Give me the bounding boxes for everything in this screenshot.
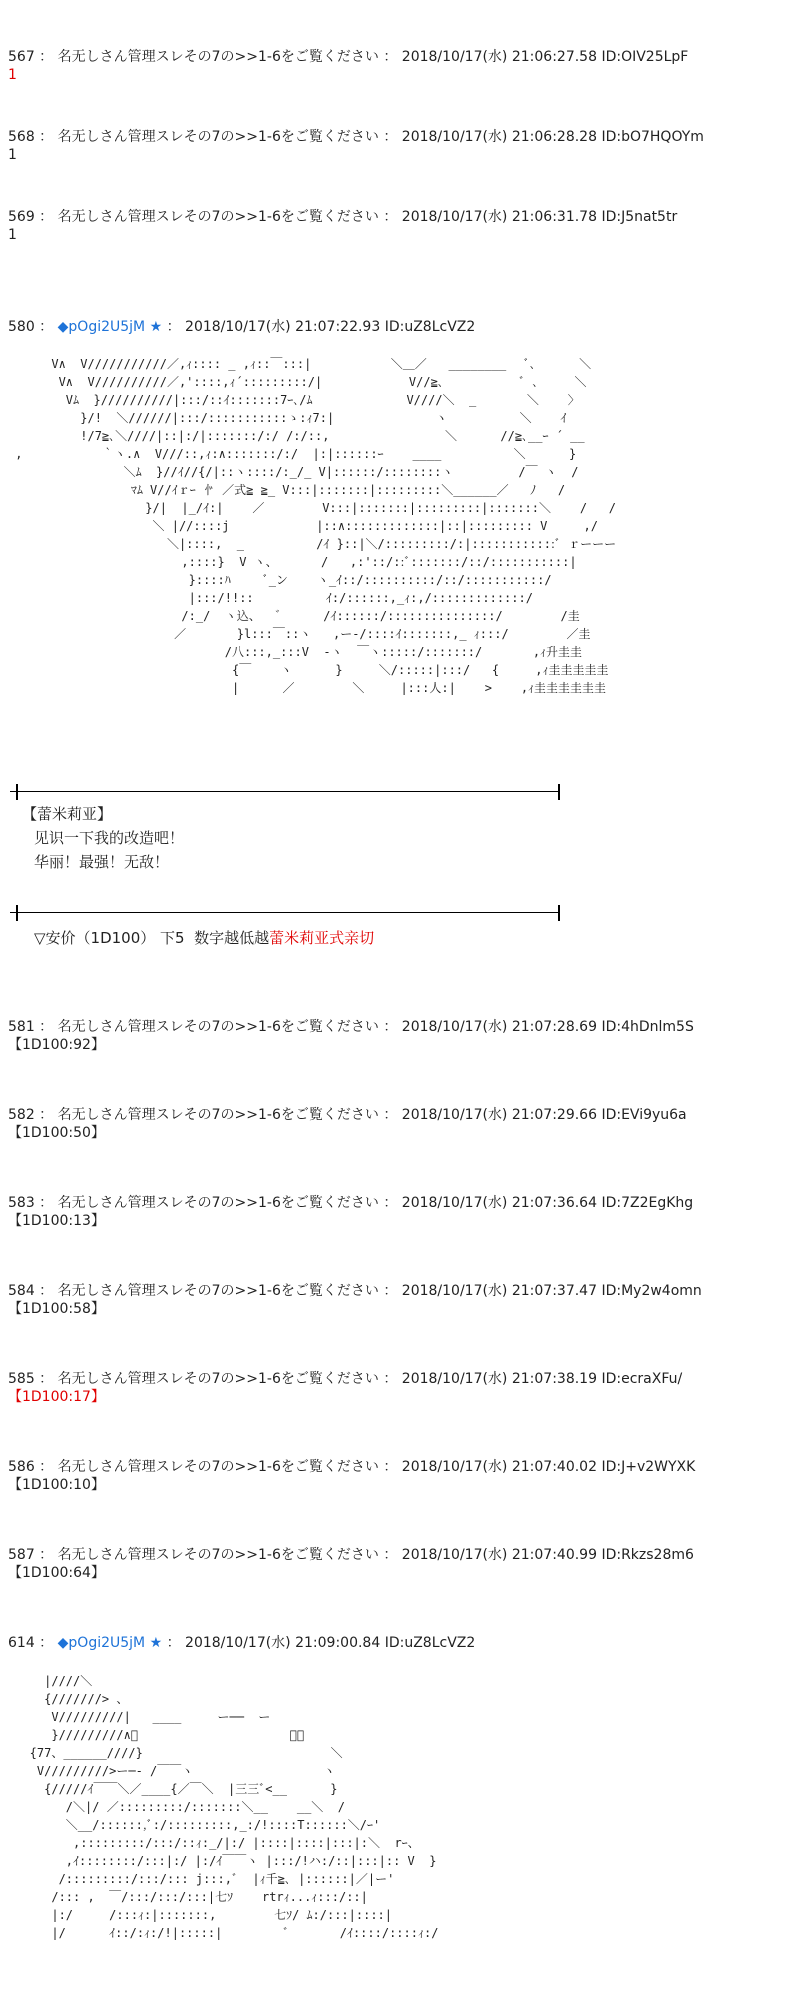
- post-body: 1: [8, 147, 17, 163]
- divider: [10, 912, 560, 913]
- post-header: 582 ： 名无しさん管理スレその7の>>1-6をご覧ください ： 2018/10/17(水) 21:07:29.66 ID:EVi9yu6a: [8, 1107, 687, 1123]
- post-586: [8, 1458, 792, 1494]
- dialogue-line: 华丽！最强！无敌！: [34, 853, 170, 871]
- ascii-art-character: |////＼ {///////> 、 V/////////| ____ ー── ー }/////////∧ﾞ ｰ、 {77、______////} ＼ V/////////>ー─- /￣￣ヽ ヽ {/////ｲ￣￣＼／____{／￣＼ |三三ﾞ<__ } /＼|/ ／:::::::::/:::::::＼__ __＼ / ＼__/::::::,ﾞ:/:::::::::,_:/!::::T::::::＼/ｰ' ,:::::::::/:::/::ｨ:_/|:/ |::::|::::|:::|:＼ rｰ、 ,ｲ::::::::/:::|:/ |:/ｲ￣￣ヽ |:::/!ハ:/::|:::|:: V } /:::::::::/:::/::: j:::,ﾞ |ｨ千≧､ |::::::|／|ー' /::: , ￣/:::/:::/:::|七ｿ rtrｨ...ｨ:::/::| |:/ /:::ｨ:|:::::::, 七ｿ/ ﾑ:/:::|::::| |/ ｲ::/:ｨ:/!|:::::| ﾞ /ｲ::::/::::ｨ:/: [29, 1674, 439, 1940]
- divider-tick: [558, 784, 560, 800]
- divider-tick: [558, 905, 560, 921]
- vote-prompt: ▽安价（1D100） 下5 数字越低越蕾米莉亚式亲切: [34, 929, 375, 947]
- post-header: 586 ： 名无しさん管理スレその7の>>1-6をご覧ください ： 2018/10/17(水) 21:07:40.02 ID:J+v2WYXK: [8, 1459, 696, 1475]
- post-header: 569 ： 名无しさん管理スレその7の>>1-6をご覧ください ： 2018/10/17(水) 21:06:31.78 ID:J5nat5tr: [8, 209, 678, 225]
- post-584: [8, 1282, 792, 1318]
- post-body: 1: [8, 227, 17, 243]
- post-587: [8, 1546, 792, 1582]
- post-585: [8, 1370, 792, 1406]
- post-581: [8, 1018, 792, 1054]
- speaker-label: 【蕾米莉亚】: [22, 805, 113, 823]
- divider: [10, 791, 560, 792]
- post-header: 585 ： 名无しさん管理スレその7の>>1-6をご覧ください ： 2018/10/17(水) 21:07:38.19 ID:ecraXFu/: [8, 1371, 683, 1387]
- dice-result: 【1D100:50】: [8, 1125, 105, 1141]
- post-header: 567 ： 名无しさん管理スレその7の>>1-6をご覧ください ： 2018/10/17(水) 21:06:27.58 ID:OIV25LpF: [8, 49, 689, 65]
- dice-result: 【1D100:64】: [8, 1565, 105, 1581]
- dice-result: 【1D100:58】: [8, 1301, 105, 1317]
- divider-tick: [16, 905, 18, 921]
- post-header: 587 ： 名无しさん管理スレその7の>>1-6をご覧ください ： 2018/10/17(水) 21:07:40.99 ID:Rkzs28m6: [8, 1547, 694, 1563]
- post-568: [8, 128, 792, 164]
- post-header: 568 ： 名无しさん管理スレその7の>>1-6をご覧ください ： 2018/10/17(水) 21:06:28.28 ID:bO7HQOYm: [8, 129, 704, 145]
- post-header: 584 ： 名无しさん管理スレその7の>>1-6をご覧ください ： 2018/10/17(水) 21:07:37.47 ID:My2w4omn: [8, 1283, 702, 1299]
- dice-result: 【1D100:13】: [8, 1213, 105, 1229]
- post-header: 580 ： ◆pOgi2U5jM ★ ： 2018/10/17(水) 21:07:22.93 ID:uZ8LcVZ2: [8, 319, 476, 335]
- post-body: 1: [8, 67, 17, 83]
- dice-result: 【1D100:10】: [8, 1477, 105, 1493]
- trip-name[interactable]: ◆pOgi2U5jM ★: [57, 1635, 163, 1651]
- post-567: [8, 48, 792, 84]
- post-583: [8, 1194, 792, 1230]
- post-header: 581 ： 名无しさん管理スレその7の>>1-6をご覧ください ： 2018/10/17(水) 21:07:28.69 ID:4hDnlm5S: [8, 1019, 694, 1035]
- ascii-art-remilia: V∧ V///////////／,ｨ:::: _ ,ｨ::￣:::| ＼＿／ ________ ﾞ､ ＼ V∧ V//////////／,'::::,ｨ´:::::::::/| V//≧､ ﾞ ､ ＼ Vﾑ }//////////|:::/::ｲ:::::::7ｰ､/ﾑ V////＼ _ ＼ 〉 }/! ＼//////|:::/:::::::::::ゝ:ｨ7:| ヽ ＼ ｲ !/7≧､＼////|::|:/|:::::::/:/ /:/::, ＼ //≧､__ｰ ´ __ , ｀ヽ.∧ V///::,ｨ:∧:::::::/:/ |:|::::::ｰ ____ ＼ } ＼ﾑ }//ｲ//{/|::ヽ::::/:_/_ V|::::::/::::::::ヽ /￣ ヽ / ﾏﾑ V//ｲｒｰ 㣺 ／式≧ ≧_ V:::|:::::::|:::::::::＼______／ ﾉ / }/| |_/ｲ:| ／ V:::|:::::::|:::::::::|:::::::＼ / / ＼ |//::::j |::∧:::::::::::::|::|::::::::: V ,/ ＼|::::, _ /ｲ }::|＼/:::::::::/:|::::::::::::ﾞ ｒーーー ,::::} V ヽ、 / ,:'::/::ﾞ:::::::/::/:::::::::::| }::::ﾊ ﾞ_ン ヽ_ｲ::/::::::::::/::/:::::::::::/ |:::/!!:: ｲ:/::::::,_ｨ:,/:::::::::::::/ /:_/ ヽ込、 ゛ /ｲ::::::/:::::::::::::::/ /圭 ／ }l:::￣::ヽ ,ー-/::::ｲ:::::::,_ ｨ:::/ ／圭 /八:::,_:::V -ヽ ￣ヽ:::::/:::::::/ ,ｨ升圭圭 {￣ ヽ } ＼/:::::|:::/ { ,ｨ圭圭圭圭圭 | ／ ＼ |:::人:| > ,ｨ圭圭圭圭圭圭: [15, 357, 617, 695]
- post-582: [8, 1106, 792, 1142]
- post-569: [8, 208, 792, 244]
- post-header: 583 ： 名无しさん管理スレその7の>>1-6をご覧ください ： 2018/10/17(水) 21:07:36.64 ID:7Z2EgKhg: [8, 1195, 694, 1211]
- trip-name[interactable]: ◆pOgi2U5jM ★: [57, 319, 163, 335]
- divider-tick: [16, 784, 18, 800]
- dice-result: 【1D100:17】: [8, 1389, 105, 1405]
- post-header: 614 ： ◆pOgi2U5jM ★ ： 2018/10/17(水) 21:09:00.84 ID:uZ8LcVZ2: [8, 1635, 476, 1651]
- post-614: [8, 1634, 792, 1652]
- dice-result: 【1D100:92】: [8, 1037, 105, 1053]
- post-580: [8, 318, 792, 336]
- dialogue-line: 见识一下我的改造吧！: [34, 829, 185, 847]
